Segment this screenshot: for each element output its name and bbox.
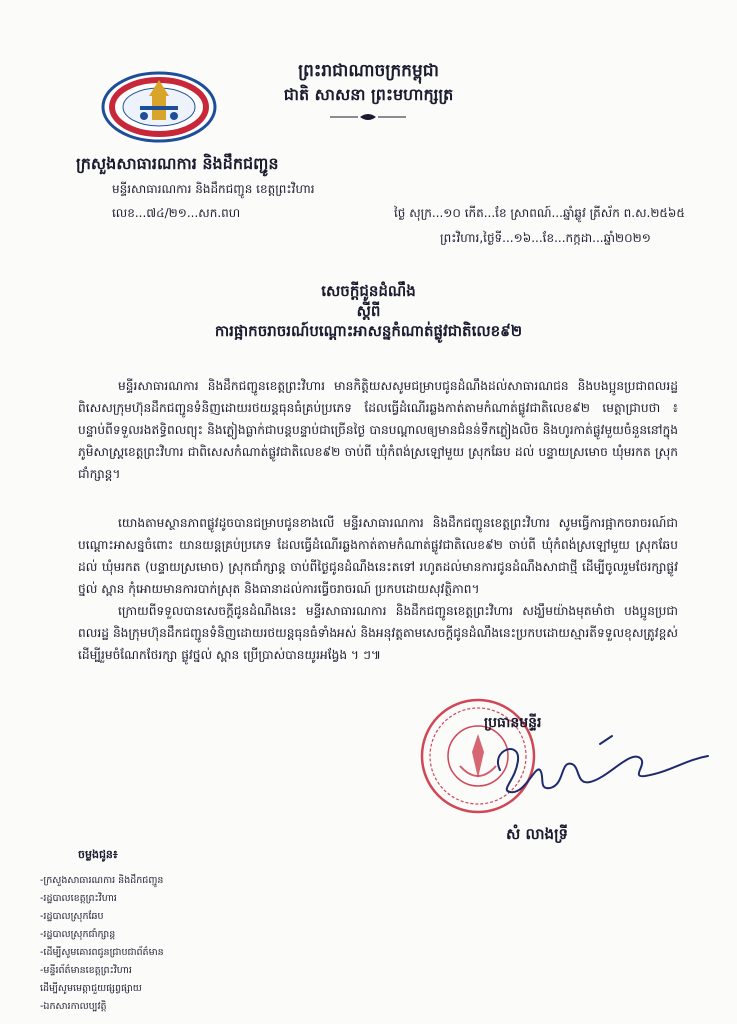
- cc-item: -រដ្ឋបាលខេត្តព្រះវិហារ: [40, 893, 117, 904]
- body-paragraph-1: មន្ទីរសាធារណការ និងដឹកជញ្ជូនខេត្តព្រះវិហារ មានកិត្តិយសសូមជម្រាបជូនដំណឹងដល់សាធារណជន និងបងប្អូនប្រជាពលរដ្ឋ ពិសេសក្រុមហ៊ុនដឹកជញ្ជូនទំនិញដោយរថយន្តធុនធំគ្រប់ប្រភេទ ដែលធ្វើដំណើរឆ្លងកាត់តាមកំណាត់ផ្លូវជាតិលេខ៩២ មេត្តាជ្រាបថា ៖ បន្ទាប់ពីទទួលរងឥទ្ធិពលព្យុះ និងភ្លៀងធ្លាក់ជាបន្តបន្ទាប់ជាច្រើនថ្ងៃ បានបណ្តាលឲ្យមានជំនន់ទឹកភ្លៀងលិច និងហូរកាត់ផ្លូវមួយចំនួននៅក្នុងភូមិសាស្ត្រខេត្តព្រះវិហារ ជាពិសេសកំណាត់ផ្លូវជាតិលេខ៩២ ចាប់ពី ឃុំកំពង់ស្រឡៅមួយ ស្រុកឆែប ដល់ បន្ទាយស្រមោច ឃុំមរកត ស្រុកជាំក្សាន្ត។: [78, 379, 678, 481]
- signer-name: សំ លាងទ្រី: [506, 825, 569, 843]
- notice-title: សេចក្តីជូនដំណឹង: [321, 282, 416, 300]
- cc-item: -រដ្ឋបាលស្រុកឆែប: [40, 911, 104, 922]
- department-name: មន្ទីរសាធារណការ និងដឹកជញ្ជូន ខេត្តព្រះវិហារ: [112, 182, 315, 196]
- solar-date: ព្រះវិហារ,ថ្ងៃទី...១៦...ខែ...កក្កដា...ឆ្នាំ២០២១: [440, 231, 651, 245]
- motto-heading: ជាតិ សាសនា ព្រះមហាក្សត្រ: [283, 85, 454, 104]
- cc-heading: ចម្លងជូន៖: [78, 848, 118, 861]
- reference-number: លេខ...៧៤/២១...សក.ពហ: [112, 206, 241, 220]
- body-paragraph-2: យោងតាមស្ថានភាពផ្លូវដូចបានជម្រាបជូនខាងលើ មន្ទីរសាធារណការ និងដឹកជញ្ជូនខេត្តព្រះវិហារ សូមធ្វើការផ្អាកចរាចរណ៍ជាបណ្តោះអាសន្នចំពោះ យានយន្តគ្រប់ប្រភេទ ដែលធ្វើដំណើរឆ្លងកាត់តាមកំណាត់ផ្លូវជាតិលេខ៩២ ចាប់ពី ឃុំកំពង់ស្រឡៅមួយ ស្រុកឆែប ដល់ ឃុំមរកត (បន្ទាយស្រមោច) ស្រុកជាំក្សាន្ត ចាប់ពីថ្ងៃជូនដំណឹងនេះតទៅ រហូតដល់មានការជូនដំណឹងសាជាថ្មី ដើម្បីចូលរួមថែរក្សាផ្លូវថ្នល់ ស្ពាន កុំអោយមានការបាក់ស្រុត និងធានាដល់ការធ្វើចរាចរណ៍ ប្រកបដោយសុវត្ថិភាព។: [78, 516, 678, 596]
- lunar-date: ថ្ងៃ សុក្រ...១០ កេីត...ខែ ស្រាពណ៍...ឆ្នាំឆ្លូវ ត្រីស័ក ព.ស.២៥៦៥: [394, 206, 685, 220]
- body-paragraph-3: ក្រោយពីទទួលបានសេចក្តីជូនដំណឹងនេះ មន្ទីរសាធារណការ និងដឹកជញ្ជូនខេត្តព្រះវិហារ សង្ឃឹមយ៉ាងមុតមាំថា បងប្អូនប្រជាពលរដ្ឋ និងក្រុមហ៊ុនដឹកជញ្ជូនទំនិញដោយរថយន្តធុនធំទាំងអស់ និងអនុវត្តតាមសេចក្តីជូនដំណឹងនេះប្រកបដោយស្មារតីទទួលខុសត្រូវខ្ពស់ ដើម្បីរួមចំណែកថែរក្សា ផ្លូវថ្នល់ ស្ពាន ប្រើប្រាស់បានយូរអង្វែង ។ ៗ៕: [78, 604, 678, 662]
- cc-item: ដើម្បីសូមមេត្តាជួយផ្សព្វផ្សាយ: [40, 983, 142, 994]
- cc-item: -ឯកសារកាលប្បវត្តិ: [40, 1001, 107, 1012]
- ministry-name: ក្រសួងសាធារណការ និងដឹកជញ្ជូន: [76, 154, 279, 173]
- cc-item: -រដ្ឋបាលស្រុកជាំក្សាន្ត: [40, 929, 116, 940]
- cc-item: -ក្រសួងសាធារណការ និងដឹកជញ្ជូន: [40, 875, 164, 886]
- ornament-divider: [330, 112, 406, 122]
- signer-title: ប្រធានមន្ទីរ: [484, 715, 542, 731]
- cc-list: [40, 872, 164, 1016]
- notice-subject: ការផ្អាកចរាចរណ៍បណ្តោះអាសន្នកំណាត់ផ្លូវជាតិលេខ៩២: [214, 322, 523, 340]
- handwritten-signature: [480, 730, 710, 810]
- notice-subject-label: ស្តីពី: [356, 302, 381, 320]
- kingdom-heading: ព្រះរាជាណាចក្រកម្ពុជា: [298, 61, 439, 81]
- cc-item: -ដើម្បីសូមគោរពជូនជ្រាបជាព័ត៌មាន: [40, 947, 164, 958]
- cc-item: -មន្ទីរព័ត៌មានខេត្តព្រះវិហារ: [40, 965, 132, 976]
